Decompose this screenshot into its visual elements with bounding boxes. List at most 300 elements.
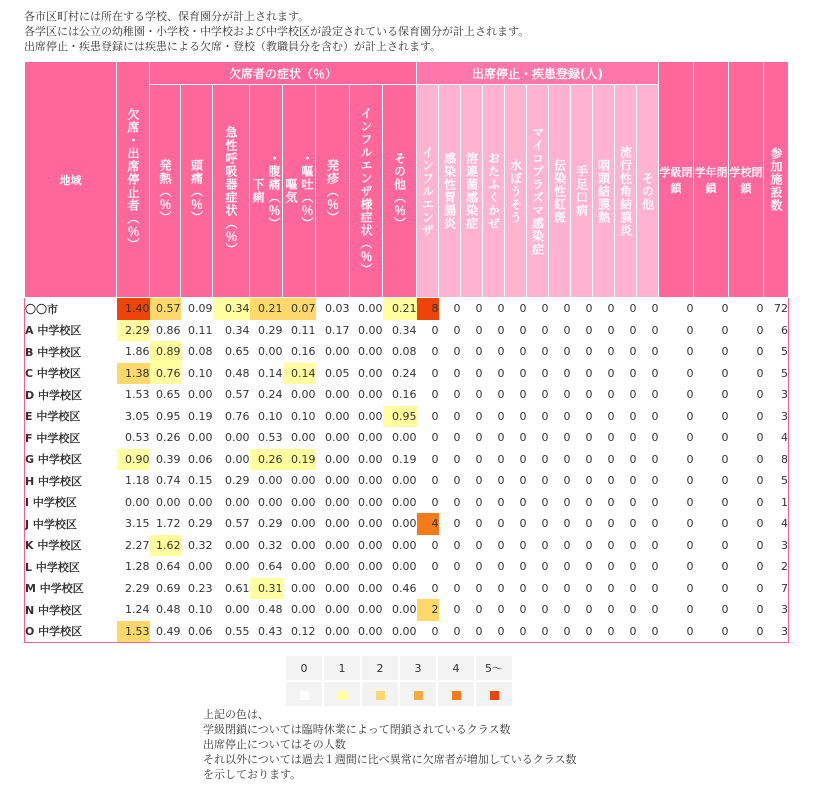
table-cell: 0.10	[188, 366, 213, 380]
table-cell: 0.05	[325, 366, 350, 380]
table-cell: 7	[781, 581, 788, 595]
table-cell: 0	[607, 409, 615, 423]
table-cell: 0	[585, 452, 593, 466]
table-row	[25, 384, 789, 406]
table-cell: 0	[497, 560, 505, 574]
table-cell: 4	[781, 517, 788, 531]
note-line: 各学区には公立の幼稚園・小学校・中学校および中学校区が設定されている保育園分が計上されます。	[24, 25, 530, 38]
table-cell: 0	[475, 603, 483, 617]
table-cell: 0	[607, 474, 615, 488]
table-cell: 2.29	[117, 320, 150, 342]
table-cell: M 中学校区	[25, 582, 84, 596]
table-cell: 0	[721, 452, 729, 466]
table-cell: 0	[686, 388, 694, 402]
table-row	[25, 621, 789, 643]
surveillance-table	[24, 61, 789, 643]
table-cell: 0	[607, 345, 615, 359]
table-cell: 0	[651, 366, 659, 380]
table-cell: 0.00	[325, 581, 350, 595]
table-cell: 0	[629, 431, 637, 445]
table-cell: 0.15	[188, 474, 213, 488]
table-cell: 0	[497, 452, 505, 466]
table-cell: 0	[721, 624, 729, 638]
table-cell: 72	[774, 302, 788, 316]
table-cell: 0	[651, 409, 659, 423]
table-cell: 0	[607, 495, 615, 509]
table-cell: 0	[519, 517, 527, 531]
table-cell: 0	[585, 388, 593, 402]
table-cell: 0	[756, 538, 764, 552]
table-cell: 0	[607, 452, 615, 466]
table-cell: 0	[475, 495, 483, 509]
attendance-group-header: 出席停止・疾患登録(人)	[417, 62, 659, 85]
table-cell: 0.00	[358, 538, 383, 552]
table-cell: 0	[756, 452, 764, 466]
table-cell: 0	[519, 302, 527, 316]
table-cell: 0	[629, 581, 637, 595]
disease-header: おたふくかぜ	[483, 85, 505, 298]
table-cell: 0.53	[258, 431, 283, 445]
table-cell: 3	[781, 409, 788, 423]
table-cell: 4	[781, 431, 788, 445]
disease-header: 咽頭結膜熱	[593, 85, 615, 298]
symptom-header: 発熱（％）	[150, 85, 181, 298]
table-cell: 0.00	[325, 388, 350, 402]
table-cell: 0	[756, 603, 764, 617]
table-cell: 0	[756, 560, 764, 574]
table-cell: 0	[431, 560, 439, 574]
table-cell: 0	[541, 366, 549, 380]
disease-header: マイコプラズマ感染症	[527, 85, 549, 298]
table-cell: 0.95	[383, 406, 417, 428]
table-cell: 0	[475, 388, 483, 402]
table-row	[25, 492, 789, 514]
table-row	[25, 535, 789, 557]
table-cell: 0.00	[225, 603, 250, 617]
table-cell: 0.65	[225, 345, 250, 359]
table-cell: 0	[629, 388, 637, 402]
table-cell: 0	[651, 452, 659, 466]
table-cell: 0	[585, 581, 593, 595]
table-cell: 0	[475, 323, 483, 337]
disease-header: インフルエンザ	[417, 85, 439, 298]
table-cell: 3	[781, 603, 788, 617]
table-cell: 0	[519, 581, 527, 595]
table-cell: 0.00	[291, 474, 316, 488]
table-cell: N 中学校区	[25, 603, 83, 617]
table-cell: 0.14	[283, 363, 316, 385]
table-cell: 0	[629, 323, 637, 337]
table-cell: 0	[497, 323, 505, 337]
table-cell: 0	[651, 388, 659, 402]
legend-swatch	[476, 682, 512, 706]
school-closure-header: 学校閉鎖	[729, 62, 764, 298]
table-cell: 0	[453, 624, 461, 638]
table-cell: 0.00	[392, 603, 417, 617]
table-cell: 0	[453, 474, 461, 488]
table-cell: 0.00	[358, 345, 383, 359]
table-row	[25, 363, 789, 385]
table-cell: 0	[453, 495, 461, 509]
legend-swatch	[400, 682, 436, 706]
table-cell: 0	[686, 517, 694, 531]
table-cell: 0	[497, 495, 505, 509]
table-cell: 0	[541, 409, 549, 423]
legend-swatch-color	[490, 691, 499, 700]
table-cell: 0	[686, 474, 694, 488]
symptom-header: その他（％）	[383, 85, 417, 298]
table-cell: 0.08	[188, 345, 213, 359]
table-cell: 0	[686, 302, 694, 316]
table-cell: 0.00	[291, 495, 316, 509]
table-cell: 0	[497, 581, 505, 595]
table-cell: 0.10	[188, 603, 213, 617]
table-cell: 0	[721, 538, 729, 552]
table-cell: 0	[541, 560, 549, 574]
table-cell: 0.00	[358, 517, 383, 531]
table-cell: 0	[475, 581, 483, 595]
symptoms-group-header: 欠席者の症状（％）	[150, 62, 417, 85]
table-cell: 0.00	[358, 302, 383, 316]
caption-line: 学級閉鎖については臨時休業によって閉鎖されているクラス数	[203, 723, 511, 736]
table-cell: 0	[541, 624, 549, 638]
table-cell: 0	[686, 366, 694, 380]
table-cell: 0	[721, 431, 729, 445]
table-cell: 0	[563, 624, 571, 638]
table-cell: 0.00	[291, 538, 316, 552]
table-cell: 0	[541, 474, 549, 488]
table-cell: 0	[686, 431, 694, 445]
table-cell: 0.24	[392, 366, 417, 380]
table-cell: 0.00	[325, 517, 350, 531]
table-cell: 0.46	[392, 581, 417, 595]
table-cell: 2.29	[125, 581, 150, 595]
symptom-header: 嘔気 ・嘔吐（％）	[283, 85, 316, 298]
table-cell: 0	[686, 538, 694, 552]
table-cell: 0	[431, 452, 439, 466]
table-cell: 0.00	[392, 495, 417, 509]
table-cell: 0	[686, 452, 694, 466]
table-cell: 0	[497, 431, 505, 445]
table-cell: 0	[651, 495, 659, 509]
table-cell: 0	[519, 538, 527, 552]
table-cell: 0.76	[150, 363, 181, 385]
table-cell: 0	[721, 366, 729, 380]
table-cell: 0.90	[117, 449, 150, 471]
table-cell: 0	[721, 409, 729, 423]
table-cell: 0	[541, 581, 549, 595]
table-cell: 0	[541, 495, 549, 509]
table-cell: 0	[563, 603, 571, 617]
table-cell: 0	[607, 603, 615, 617]
table-cell: 0	[431, 474, 439, 488]
table-cell: 0	[607, 431, 615, 445]
table-cell: 0	[651, 517, 659, 531]
table-cell: 0	[497, 474, 505, 488]
table-cell: 0.24	[258, 388, 283, 402]
table-cell: 0.53	[125, 431, 150, 445]
table-cell: 0	[585, 517, 593, 531]
table-cell: 0.00	[188, 495, 213, 509]
table-cell: 0	[475, 624, 483, 638]
table-cell: 0.19	[283, 449, 316, 471]
table-cell: 0	[686, 323, 694, 337]
table-cell: 0	[563, 495, 571, 509]
table-cell: O 中学校区	[25, 625, 83, 639]
table-cell: 0.32	[188, 538, 213, 552]
table-row	[25, 298, 789, 320]
table-cell: 0	[607, 560, 615, 574]
class-closure-header: 学級閉鎖	[659, 62, 694, 298]
table-cell: 0	[497, 603, 505, 617]
table-cell: 0.00	[358, 624, 383, 638]
table-cell: 0.26	[250, 449, 283, 471]
table-cell: 0.00	[291, 603, 316, 617]
table-cell: 0.86	[156, 323, 181, 337]
table-cell: 0	[541, 345, 549, 359]
table-cell: 0	[519, 431, 527, 445]
table-cell: 0	[756, 474, 764, 488]
table-cell: 0	[607, 538, 615, 552]
caption-line: を示しております。	[203, 768, 302, 781]
legend-swatch	[286, 682, 322, 706]
region-header: 地域	[25, 62, 117, 298]
table-cell: 0.21	[250, 298, 283, 320]
table-cell: 0.11	[291, 323, 316, 337]
table-cell: 0.00	[188, 431, 213, 445]
table-cell: 0.00	[258, 474, 283, 488]
table-cell: 1.18	[125, 474, 150, 488]
table-cell: 0.00	[325, 474, 350, 488]
table-row	[25, 449, 789, 471]
table-cell: 0.16	[291, 345, 316, 359]
table-cell: 0	[585, 431, 593, 445]
table-cell: 0.00	[258, 345, 283, 359]
table-cell: 0	[651, 624, 659, 638]
table-row	[25, 470, 789, 492]
table-cell: 0.00	[291, 581, 316, 595]
table-cell: 0.29	[258, 323, 283, 337]
table-cell: 0.00	[188, 560, 213, 574]
table-cell: 0.14	[258, 366, 283, 380]
table-cell: C 中学校区	[25, 367, 81, 381]
table-cell: 0	[585, 323, 593, 337]
table-cell: 0.00	[225, 538, 250, 552]
table-row	[25, 341, 789, 363]
table-cell: 2	[417, 599, 439, 621]
table-cell: 0	[585, 538, 593, 552]
table-cell: 0.00	[325, 560, 350, 574]
table-cell: 0	[519, 474, 527, 488]
table-cell: 0.34	[213, 298, 250, 320]
table-cell: 0	[453, 452, 461, 466]
table-cell: 0.21	[383, 298, 417, 320]
table-cell: 0	[585, 624, 593, 638]
table-cell: 0	[431, 409, 439, 423]
symptom-header: 発疹（％）	[316, 85, 350, 298]
table-cell: 0.00	[325, 538, 350, 552]
table-cell: 0.00	[358, 388, 383, 402]
table-cell: 2	[781, 560, 788, 574]
table-cell: 0.65	[156, 388, 181, 402]
caption-line: それ以外については過去１週間に比べ異常に欠席者が増加しているクラス数	[203, 753, 577, 766]
table-cell: 0.06	[188, 624, 213, 638]
table-cell: 0.61	[225, 581, 250, 595]
table-cell: 0.00	[358, 452, 383, 466]
table-cell: 0	[607, 624, 615, 638]
table-cell: 0	[431, 581, 439, 595]
table-cell: 0.29	[258, 517, 283, 531]
table-cell: 3	[781, 388, 788, 402]
legend-caption	[203, 707, 576, 782]
table-cell: 0	[563, 345, 571, 359]
table-cell: 0.11	[188, 323, 213, 337]
table-cell: 0.07	[283, 298, 316, 320]
table-cell: 0	[651, 603, 659, 617]
legend-label: 1	[324, 656, 360, 680]
table-cell: 0	[651, 323, 659, 337]
table-cell: 0	[756, 409, 764, 423]
table-cell: 5	[781, 345, 788, 359]
table-cell: 0.12	[291, 624, 316, 638]
table-cell: 0	[686, 603, 694, 617]
note-line: 各市区町村には所在する学校、保育園分が計上されます。	[24, 10, 310, 23]
table-cell: 0	[585, 495, 593, 509]
table-cell: 0	[686, 560, 694, 574]
table-cell: 0.00	[325, 409, 350, 423]
table-cell: 0.00	[291, 388, 316, 402]
disease-header: 手足口病	[571, 85, 593, 298]
table-cell: 0.00	[392, 538, 417, 552]
table-cell: 1.72	[156, 517, 181, 531]
table-cell: 0	[475, 474, 483, 488]
table-cell: 0	[651, 560, 659, 574]
symptom-header: 頭痛（％）	[181, 85, 213, 298]
table-cell: 0	[756, 517, 764, 531]
table-cell: 0	[453, 603, 461, 617]
table-cell: 0	[686, 624, 694, 638]
table-cell: 0.76	[225, 409, 250, 423]
symptom-header: 急性呼吸器症状（％）	[213, 85, 250, 298]
table-cell: 0.06	[188, 452, 213, 466]
table-cell: 0	[756, 581, 764, 595]
table-cell: 0.00	[358, 474, 383, 488]
table-cell: 0	[721, 517, 729, 531]
legend-label: 2	[362, 656, 398, 680]
table-cell: 5	[781, 474, 788, 488]
table-cell: 0	[651, 474, 659, 488]
table-cell: 0.00	[358, 323, 383, 337]
table-cell: 0.00	[325, 452, 350, 466]
table-row	[25, 406, 789, 428]
table-cell: 0	[453, 517, 461, 531]
table-cell: 0	[541, 603, 549, 617]
table-cell: 0.10	[258, 409, 283, 423]
table-cell: 0.00	[358, 581, 383, 595]
table-cell: 0	[563, 431, 571, 445]
table-cell: 0.57	[225, 388, 250, 402]
disease-header: その他	[637, 85, 659, 298]
disease-header: 流行性角結膜炎	[615, 85, 637, 298]
table-cell: 0	[475, 366, 483, 380]
table-cell: 0	[497, 517, 505, 531]
table-cell: 0	[756, 345, 764, 359]
table-cell: 0	[541, 388, 549, 402]
table-cell: 0	[563, 474, 571, 488]
table-cell: 1.38	[117, 363, 150, 385]
table-cell: 0	[453, 538, 461, 552]
table-cell: 0	[497, 366, 505, 380]
table-cell: 0	[541, 302, 549, 316]
table-cell: 0	[497, 345, 505, 359]
table-cell: 0	[607, 323, 615, 337]
table-cell: 0	[563, 538, 571, 552]
disease-header: 水ぼうそう	[505, 85, 527, 298]
table-cell: 0.00	[156, 495, 181, 509]
table-cell: H 中学校区	[25, 474, 83, 488]
table-cell: 0	[756, 431, 764, 445]
table-cell: 0	[519, 560, 527, 574]
table-cell: 0.00	[225, 560, 250, 574]
table-cell: 0	[519, 388, 527, 402]
table-cell: 0	[475, 345, 483, 359]
table-cell: 0	[585, 474, 593, 488]
table-cell: 0	[497, 302, 505, 316]
table-cell: 0	[756, 302, 764, 316]
table-cell: 0	[541, 452, 549, 466]
table-cell: 0.29	[225, 474, 250, 488]
table-cell: 0	[629, 624, 637, 638]
table-cell: 0.00	[188, 388, 213, 402]
table-row	[25, 513, 789, 535]
table-cell: 0.17	[325, 323, 350, 337]
table-cell: 0	[475, 517, 483, 531]
table-cell: 0.48	[225, 366, 250, 380]
table-cell: 0	[686, 581, 694, 595]
table-cell: 0	[585, 409, 593, 423]
table-row	[25, 599, 789, 621]
table-cell: 0	[651, 431, 659, 445]
table-cell: 0.00	[225, 452, 250, 466]
table-cell: 0.00	[392, 474, 417, 488]
table-cell: 0	[541, 323, 549, 337]
table-cell: 0	[453, 302, 461, 316]
table-cell: 0.00	[258, 495, 283, 509]
table-cell: 0	[453, 560, 461, 574]
table-cell: 0	[585, 345, 593, 359]
caption-line: 出席停止についてはその人数	[203, 738, 346, 751]
table-cell: 0	[629, 603, 637, 617]
table-cell: 0	[431, 323, 439, 337]
table-cell: 0	[629, 495, 637, 509]
table-cell: 0	[721, 323, 729, 337]
table-cell: 0	[629, 302, 637, 316]
table-cell: 0	[431, 388, 439, 402]
table-cell: 0	[629, 560, 637, 574]
table-cell: 0	[563, 366, 571, 380]
note-line: 出席停止・疾患登録には疾患による欠席・登校（教職員分を含む）が計上されます。	[24, 40, 442, 53]
table-cell: 1.24	[125, 603, 150, 617]
table-cell: 0.64	[156, 560, 181, 574]
table-cell: 8	[417, 298, 439, 320]
table-cell: 0.34	[392, 323, 417, 337]
table-cell: 0	[585, 603, 593, 617]
legend-swatch-color	[452, 691, 461, 700]
table-cell: 0	[519, 603, 527, 617]
table-cell: 0	[651, 345, 659, 359]
legend-label: 4	[438, 656, 474, 680]
table-cell: 0.00	[358, 409, 383, 423]
